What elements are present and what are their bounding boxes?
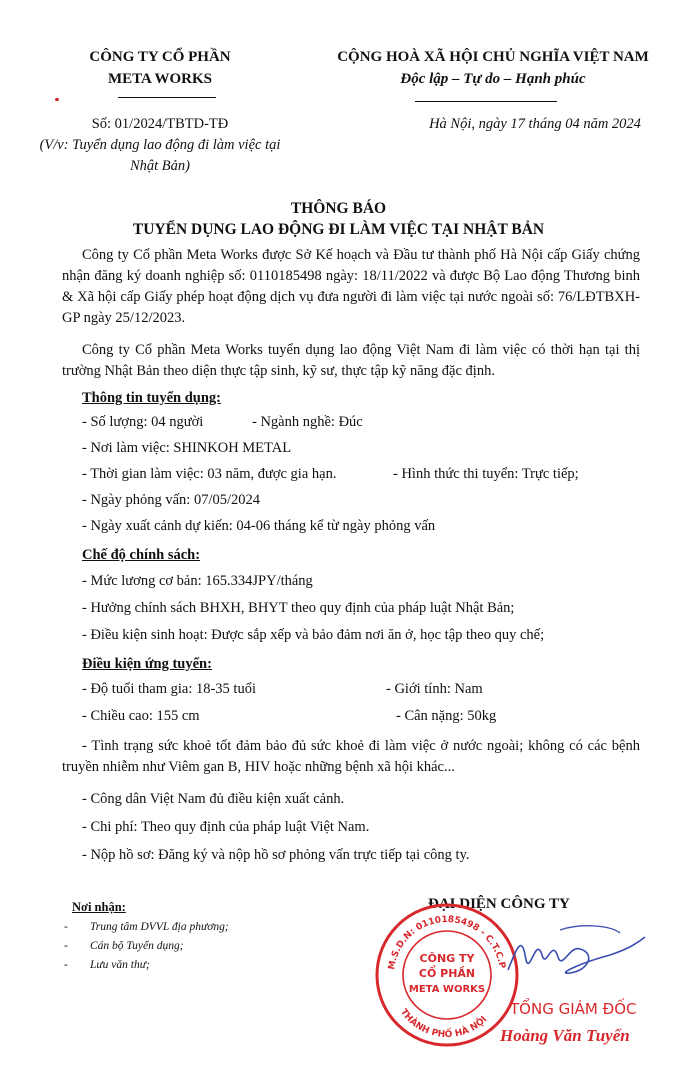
condition-height: - Chiều cao: 155 cm — [82, 708, 200, 724]
condition-weight: - Cân nặng: 50kg — [396, 708, 497, 724]
recruitment-duration: - Thời gian làm việc: 03 năm, được gia hạn. — [82, 466, 337, 482]
ink-speck — [55, 98, 59, 101]
national-motto: Độc lập – Tự do – Hạnh phúc — [400, 71, 586, 87]
recipient-item: Cán bộ Tuyển dụng; — [90, 940, 184, 952]
company-underline — [118, 97, 216, 98]
document-subject-line1: (V/v: Tuyển dụng lao động đi làm việc tại — [39, 137, 281, 153]
recruitment-heading: Thông tin tuyển dụng: — [82, 390, 222, 406]
intro-paragraph-2: Công ty Cổ phần Meta Works tuyển dụng lao động Việt Nam đi làm việc có thời hạn tại thị trường Nhật Bản theo diện thực tập sinh, kỹ sư, thực tập kỹ năng đặc định. — [62, 342, 640, 379]
intro-paragraph-1: Công ty Cổ phần Meta Works được Sở Kế hoạch và Đầu tư thành phố Hà Nội cấp Giấy chứng nhận đăng ký doanh nghiệp số: 0110185498 ngày: 18/11/2022 và được Bộ Lao động Thương binh & Xã hội cấp Giấy phép hoạt động dịch vụ đưa người đi làm việc tại nước ngoài số: 76/LĐTBXH-GP ngày 25/12/2023. — [62, 247, 640, 326]
recruitment-interview-date: - Ngày phỏng vấn: 07/05/2024 — [82, 492, 261, 508]
notice-subtitle: TUYỂN DỤNG LAO ĐỘNG ĐI LÀM VIỆC TẠI NHẬT BẢN — [132, 221, 545, 238]
motto-underline — [415, 101, 557, 102]
recipient-bullet: - — [64, 940, 68, 952]
recipient-item: Trung tâm DVVL địa phương; — [90, 921, 229, 933]
conditions-heading: Điều kiện ứng tuyển: — [82, 656, 212, 672]
company-name-line1: CÔNG TY CỔ PHẦN — [89, 49, 231, 65]
svg-text:META WORKS: META WORKS — [408, 984, 486, 995]
recipient-bullet: - — [64, 921, 68, 933]
condition-health: - Tình trạng sức khoẻ tốt đảm bảo đủ sức khoẻ đi làm việc ở nước ngoài; không có các bệnh truyền nhiễm như Viêm gan B, HIV hoặc những bệnh xã hội khác... — [62, 738, 640, 775]
notice-title: THÔNG BÁO — [290, 200, 387, 217]
condition-age: - Độ tuổi tham gia: 18-35 tuổi — [82, 681, 256, 697]
recruitment-exam-form: - Hình thức thi tuyển: Trực tiếp; — [393, 466, 579, 482]
document-number: Số: 01/2024/TBTD-TĐ — [91, 116, 229, 132]
condition-cost: - Chi phí: Theo quy định của pháp luật Việt Nam. — [82, 819, 370, 835]
handwritten-signature — [500, 915, 650, 995]
condition-gender: - Giới tính: Nam — [386, 681, 483, 697]
svg-text:M.S.D.N: 0110185498 - C.T.C.P: M.S.D.N: 0110185498 - C.T.C.P — [387, 914, 507, 971]
company-name-line2: META WORKS — [107, 71, 213, 87]
recruitment-occupation: - Ngành nghề: Đúc — [252, 414, 363, 430]
recipient-bullet: - — [64, 959, 68, 971]
recruitment-workplace: - Nơi làm việc: SHINKOH METAL — [82, 440, 292, 456]
recipient-item: Lưu văn thư; — [90, 959, 150, 971]
recruitment-quantity: - Số lượng: 04 người — [82, 414, 204, 430]
position-title: TỔNG GIÁM ĐỐC — [510, 1000, 637, 1018]
document-subject-line2: Nhật Bản) — [129, 158, 190, 174]
svg-text:THÀNH PHỐ HÀ NỘI: THÀNH PHỐ HÀ NỘI — [398, 1007, 490, 1041]
signer-name: Hoàng Văn Tuyển — [500, 1026, 630, 1045]
place-and-date: Hà Nội, ngày 17 tháng 04 năm 2024 — [429, 116, 641, 132]
condition-citizen: - Công dân Việt Nam đủ điều kiện xuất cảnh. — [82, 791, 345, 807]
recipients-heading: Nơi nhận: — [72, 900, 126, 914]
policy-insurance: - Hưởng chính sách BHXH, BHYT theo quy định của pháp luật Nhật Bản; — [82, 600, 515, 616]
policy-living: - Điều kiện sinh hoạt: Được sắp xếp và bảo đảm nơi ăn ở, học tập theo quy chế; — [82, 627, 545, 643]
recruitment-departure: - Ngày xuất cảnh dự kiến: 04-06 tháng kể từ ngày phỏng vấn — [82, 518, 436, 534]
policy-salary: - Mức lương cơ bản: 165.334JPY/tháng — [82, 573, 313, 589]
nation-title: CỘNG HOÀ XÃ HỘI CHỦ NGHĨA VIỆT NAM — [337, 49, 649, 65]
representative-title: ĐẠI DIỆN CÔNG TY — [428, 896, 570, 912]
svg-text:CỔ PHẦN: CỔ PHẦN — [418, 967, 476, 980]
svg-text:CÔNG TY: CÔNG TY — [419, 952, 475, 965]
policy-heading: Chế độ chính sách: — [82, 547, 201, 563]
condition-submission: - Nộp hồ sơ: Đăng ký và nộp hồ sơ phỏng vấn trực tiếp tại công ty. — [82, 847, 470, 863]
